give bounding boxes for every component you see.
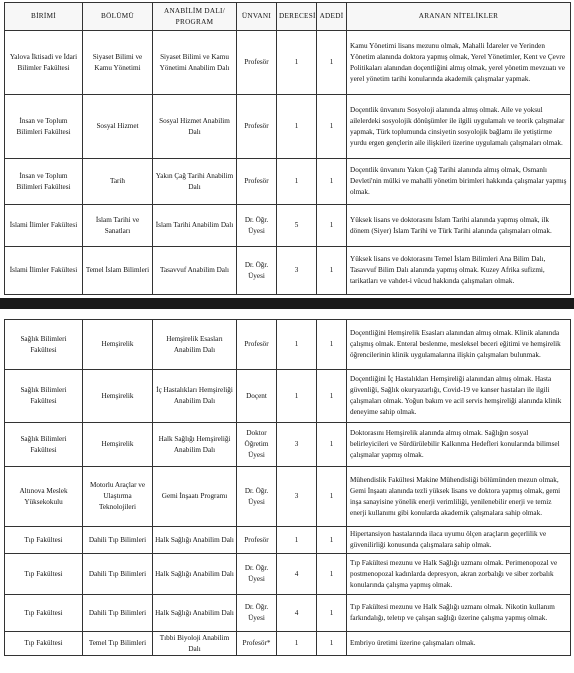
cell-unvan: Doçent [237, 370, 277, 423]
cell-unvan: Profesör [237, 31, 277, 95]
table-row [5, 31, 571, 95]
table-row [5, 632, 571, 656]
cell-birim: Yalova İktisadi ve İdari Bilimler Fakültesi [5, 31, 83, 95]
cell-anabilim: Halk Sağlığı Hemşireliği Anabilim Dalı [153, 423, 237, 467]
cell-derece: 1 [277, 31, 317, 95]
cell-derece: 1 [277, 320, 317, 370]
cell-birim: Tıp Fakültesi [5, 527, 83, 554]
table-row [5, 467, 571, 527]
cell-unvan: Profesör [237, 159, 277, 205]
cell-adet: 1 [317, 95, 347, 159]
table-row [5, 595, 571, 632]
cell-bolum: Siyaset Bilimi ve Kamu Yönetimi [83, 31, 153, 95]
page-divider [0, 298, 574, 309]
cell-anabilim: Tasavvuf Anabilim Dalı [153, 247, 237, 295]
cell-anabilim: Sosyal Hizmet Anabilim Dalı [153, 95, 237, 159]
header-unvan: ÜNVANI [237, 3, 277, 31]
table-row [5, 205, 571, 247]
cell-nitelik: Tıp Fakültesi mezunu ve Halk Sağlığı uzmanı olmak. Perimenopozal ve postmenopozal kadınlarda depresyon, akran zorbalığı ve siber zorbalık konularında çalışma yapmış olmak. [347, 554, 571, 595]
cell-adet: 1 [317, 595, 347, 632]
cell-bolum: Tarih [83, 159, 153, 205]
cell-adet: 1 [317, 467, 347, 527]
cell-adet: 1 [317, 632, 347, 656]
cell-unvan: Doktor Öğretim Üyesi [237, 423, 277, 467]
cell-anabilim: Gemi İnşaatı Programı [153, 467, 237, 527]
cell-derece: 4 [277, 554, 317, 595]
table-row [5, 247, 571, 295]
header-adet: ADEDİ [317, 3, 347, 31]
cell-nitelik: Doçentlik ünvanını Sosyoloji alanında almış olmak. Aile ve yoksul ailelerdeki sosyolojik dönüşümler ile ilgili uygulamalı ve teorik çalışmalar yapmak, Türk toplumunda cinsiyetin sosyolojik bağlamı ile yetiştirme yurdu ergen gençlerin aile ilişkileri üzerine uygulamalı çalışmaları olmak. [347, 95, 571, 159]
cell-unvan: Profesör* [237, 632, 277, 656]
cell-bolum: Dahili Tıp Bilimleri [83, 527, 153, 554]
positions-table-1 [4, 2, 571, 295]
cell-unvan: Dr. Öğr. Üyesi [237, 467, 277, 527]
cell-anabilim: Hemşirelik Esasları Anabilim Dalı [153, 320, 237, 370]
cell-bolum: İslam Tarihi ve Sanatları [83, 205, 153, 247]
cell-birim: Altınova Meslek Yüksekokulu [5, 467, 83, 527]
cell-bolum: Hemşirelik [83, 423, 153, 467]
cell-adet: 1 [317, 320, 347, 370]
cell-unvan: Profesör [237, 320, 277, 370]
table-2-body [5, 320, 571, 656]
cell-derece: 3 [277, 247, 317, 295]
cell-derece: 4 [277, 595, 317, 632]
cell-bolum: Hemşirelik [83, 320, 153, 370]
cell-derece: 1 [277, 159, 317, 205]
cell-adet: 1 [317, 31, 347, 95]
cell-bolum: Dahili Tıp Bilimleri [83, 554, 153, 595]
header-birim: BİRİMİ [5, 3, 83, 31]
cell-derece: 3 [277, 423, 317, 467]
cell-derece: 5 [277, 205, 317, 247]
table-row [5, 527, 571, 554]
cell-bolum: Motorlu Araçlar ve Ulaştırma Teknolojileri [83, 467, 153, 527]
cell-derece: 1 [277, 370, 317, 423]
cell-adet: 1 [317, 247, 347, 295]
cell-bolum: Dahili Tıp Bilimleri [83, 595, 153, 632]
cell-nitelik: Doçentliğini İç Hastalıkları Hemşireliği alanından almış olmak. Hasta güvenliği, Sağlık okuryazarlığı, Covid-19 ve kanser hastaları ile ilgili çalışmaları olmak. Yoğun bakım ve acil servis hemşireliği alanında klinik deneyime sahip olmak. [347, 370, 571, 423]
cell-nitelik: Doçentliğini Hemşirelik Esasları alanından almış olmak. Klinik alanında çalışmış olmak. Enteral beslenme, mesleksel beceri eğitimi ve hemşirelik öğrencilerinin klinik uygulamalarına ilişkin çalışmaları bulunmak. [347, 320, 571, 370]
cell-birim: Tıp Fakültesi [5, 632, 83, 656]
cell-derece: 1 [277, 95, 317, 159]
cell-unvan: Profesör [237, 527, 277, 554]
cell-anabilim: Halk Sağlığı Anabilim Dalı [153, 595, 237, 632]
table-row [5, 95, 571, 159]
cell-nitelik: Yüksek lisans ve doktorasını Temel İslam Bilimleri Ana Bilim Dalı, Tasavvuf Bilim Dalı alanında yapmış olmak. Kuzey Afrika sufizmi, tarikatları ve vahdet-i vücud hakkında çalışmaları olmak. [347, 247, 571, 295]
cell-unvan: Dr. Öğr. Üyesi [237, 554, 277, 595]
cell-bolum: Sosyal Hizmet [83, 95, 153, 159]
cell-nitelik: Embriyo üretimi üzerine çalışmaları olmak. [347, 632, 571, 656]
cell-anabilim: Tıbbi Biyoloji Anabilim Dalı [153, 632, 237, 656]
cell-birim: Tıp Fakültesi [5, 595, 83, 632]
cell-unvan: Dr. Öğr. Üyesi [237, 247, 277, 295]
cell-unvan: Dr. Öğr. Üyesi [237, 595, 277, 632]
cell-nitelik: Yüksek lisans ve doktorasını İslam Tarihi alanında yapmış olmak, ilk dönem (Siyer) İslam Tarihi ve Türk Tarihi alanında çalışmaları olmak. [347, 205, 571, 247]
header-anabilim: ANABİLİM DALI/ PROGRAM [153, 3, 237, 31]
cell-birim: İnsan ve Toplum Bilimleri Fakültesi [5, 159, 83, 205]
cell-unvan: Dr. Öğr. Üyesi [237, 205, 277, 247]
cell-anabilim: Halk Sağlığı Anabilim Dalı [153, 527, 237, 554]
cell-adet: 1 [317, 554, 347, 595]
cell-nitelik: Hipertansiyon hastalarında ilaca uyumu ölçen araçların geçerlilik ve güvenilirliği konusunda çalışmalara sahip olmak. [347, 527, 571, 554]
cell-derece: 1 [277, 527, 317, 554]
cell-birim: Sağlık Bilimleri Fakültesi [5, 423, 83, 467]
positions-table-2 [4, 319, 571, 656]
table-row [5, 320, 571, 370]
cell-birim: İslami İlimler Fakültesi [5, 205, 83, 247]
cell-birim: İnsan ve Toplum Bilimleri Fakültesi [5, 95, 83, 159]
cell-unvan: Profesör [237, 95, 277, 159]
cell-anabilim: Siyaset Bilimi ve Kamu Yönetimi Anabilim Dalı [153, 31, 237, 95]
cell-nitelik: Mühendislik Fakültesi Makine Mühendisliği bölümünden mezun olmak, Gemi İnşaatı alanında tezli yüksek lisans ve doktora yapmış olmak, gemi inşa sanayisine yönelik enerji verimliliği, yenilenebilir enerji ve temiz enerji kullanımı gibi konularda akademik çalışmalara sahip olmak. [347, 467, 571, 527]
cell-derece: 3 [277, 467, 317, 527]
cell-adet: 1 [317, 370, 347, 423]
table-row [5, 159, 571, 205]
cell-adet: 1 [317, 423, 347, 467]
cell-anabilim: Halk Sağlığı Anabilim Dalı [153, 554, 237, 595]
table-row [5, 423, 571, 467]
cell-adet: 1 [317, 527, 347, 554]
cell-bolum: Temel Tıp Bilimleri [83, 632, 153, 656]
cell-nitelik: Doktorasını Hemşirelik alanında almış olmak. Sağlığın sosyal belirleyicileri ve Sürdürülebilir Kalkınma Hedefleri konularında bilimsel çalışmalar yapmış olmak. [347, 423, 571, 467]
cell-nitelik: Doçentlik ünvanını Yakın Çağ Tarihi alanında almış olmak, Osmanlı Devleti'nin mülki ve mahalli yönetim birimleri hakkında çalışmalar yapmış olmak. [347, 159, 571, 205]
header-nitelik: ARANAN NİTELİKLER [347, 3, 571, 31]
cell-anabilim: İslam Tarihi Anabilim Dalı [153, 205, 237, 247]
cell-birim: Sağlık Bilimleri Fakültesi [5, 320, 83, 370]
cell-anabilim: Yakın Çağ Tarihi Anabilim Dalı [153, 159, 237, 205]
cell-adet: 1 [317, 205, 347, 247]
table-1-body [5, 31, 571, 295]
cell-bolum: Hemşirelik [83, 370, 153, 423]
cell-birim: İslami İlimler Fakültesi [5, 247, 83, 295]
cell-nitelik: Tıp Fakültesi mezunu ve Halk Sağlığı uzmanı olmak. Nikotin kullanım farkındalığı, teletıp ve çalışan sağlığı üzerine çalışma yapmış olmak. [347, 595, 571, 632]
cell-adet: 1 [317, 159, 347, 205]
table-row [5, 370, 571, 423]
table-header-row [5, 3, 571, 31]
cell-derece: 1 [277, 632, 317, 656]
header-derece: DERECESİ [277, 3, 317, 31]
cell-birim: Tıp Fakültesi [5, 554, 83, 595]
cell-nitelik: Kamu Yönetimi lisans mezunu olmak, Mahalli İdareler ve Yerinden Yönetim alanında doktora yapmış olmak, Yerel Yönetimler, Kent ve Çevre Politikaları alanından doçentliğini almış olmak, yerel yönetim mevzuatı ve yerel yönetim tarihi konularında akademik çalışmalar yapmak. [347, 31, 571, 95]
table-row [5, 554, 571, 595]
cell-bolum: Temel İslam Bilimleri [83, 247, 153, 295]
cell-birim: Sağlık Bilimleri Fakültesi [5, 370, 83, 423]
cell-anabilim: İç Hastalıkları Hemşireliği Anabilim Dalı [153, 370, 237, 423]
header-bolum: BÖLÜMÜ [83, 3, 153, 31]
